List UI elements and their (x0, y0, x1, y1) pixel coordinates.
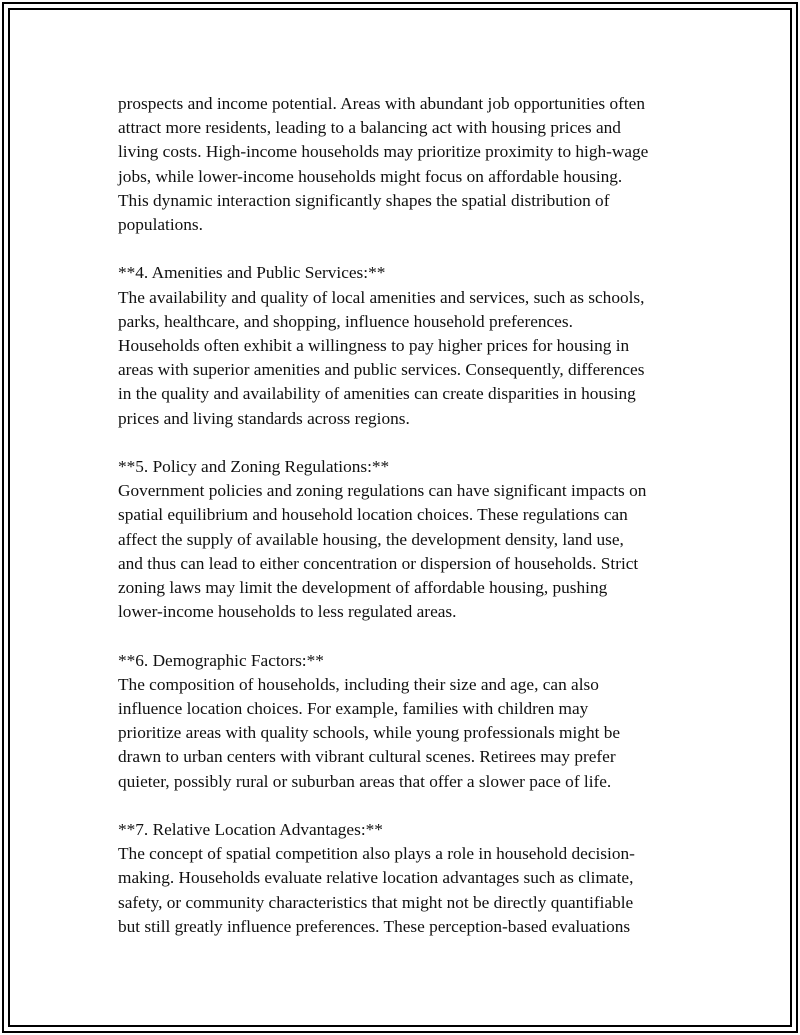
text-line: parks, healthcare, and shopping, influence household preferences. (118, 311, 573, 331)
text-line: Government policies and zoning regulations can have significant impacts on (118, 481, 647, 501)
paragraph-gap (118, 624, 698, 648)
text-line: influence location choices. For example, families with children may (118, 699, 589, 719)
text-line: prospects and income potential. Areas with abundant job opportunities often (118, 94, 645, 113)
paragraph-gap (118, 794, 698, 818)
section-location (118, 818, 698, 939)
text-line: Households often exhibit a willingness to pay higher prices for housing in (118, 336, 630, 356)
text-line: affect the supply of available housing, the development density, land use, (118, 529, 624, 549)
text-line: quieter, possibly rural or suburban areas that offer a slower pace of life. (118, 771, 612, 791)
text-line: prices and living standards across regions. (118, 408, 410, 428)
text-line: living costs. High-income households may prioritize proximity to high-wage (118, 142, 649, 162)
text-line: The composition of households, including their size and age, can also (118, 674, 599, 694)
text-line: spatial equilibrium and household location choices. These regulations can (118, 505, 628, 525)
text-line: safety, or community characteristics that might not be directly quantifiable (118, 892, 634, 912)
text-line: The availability and quality of local amenities and services, such as schools, (118, 287, 645, 307)
document-body (118, 92, 698, 939)
text-line: and thus can lead to either concentration or dispersion of households. Strict (118, 553, 639, 573)
text-line: zoning laws may limit the development of affordable housing, pushing (118, 578, 608, 598)
section-demographic (118, 649, 698, 794)
text-line: lower-income households to less regulated areas. (118, 602, 457, 622)
section-heading: **4. Amenities and Public Services:** (118, 263, 386, 283)
paragraph-gap (118, 237, 698, 261)
text-line: making. Households evaluate relative location advantages such as climate, (118, 868, 634, 888)
text-line: attract more residents, leading to a balancing act with housing prices and (118, 118, 621, 138)
section-policy (118, 455, 698, 624)
paragraph-gap (118, 431, 698, 455)
text-line: populations. (118, 215, 203, 235)
section-heading: **6. Demographic Factors:** (118, 650, 324, 670)
text-line: prioritize areas with quality schools, while young professionals might be (118, 723, 621, 743)
text-line: but still greatly influence preferences. These perception-based evaluations (118, 916, 631, 936)
paragraph-intro (118, 92, 698, 237)
section-heading: **5. Policy and Zoning Regulations:** (118, 457, 390, 477)
text-line: areas with superior amenities and public services. Consequently, differences (118, 360, 645, 380)
section-amenities (118, 261, 698, 430)
text-line: This dynamic interaction significantly shapes the spatial distribution of (118, 190, 610, 210)
text-line: drawn to urban centers with vibrant cultural scenes. Retirees may prefer (118, 747, 616, 767)
section-heading: **7. Relative Location Advantages:** (118, 820, 383, 840)
text-line: in the quality and availability of amenities can create disparities in housing (118, 384, 636, 404)
text-line: jobs, while lower-income households might focus on affordable housing. (118, 166, 623, 186)
text-line: The concept of spatial competition also plays a role in household decision- (118, 844, 635, 864)
